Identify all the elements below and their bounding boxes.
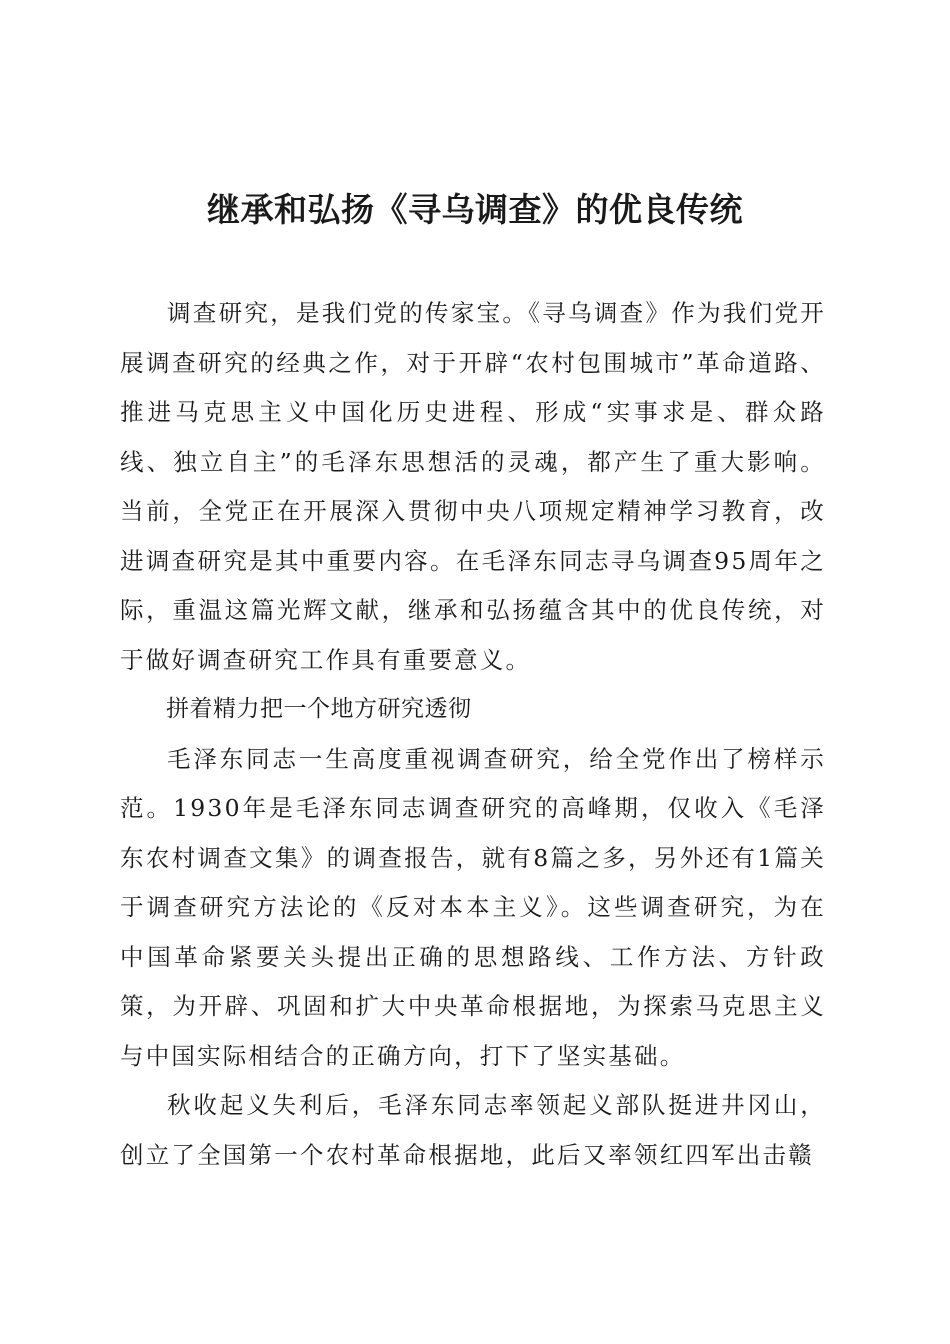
- section-paragraph-1: 毛泽东同志一生高度重视调查研究，给全党作出了榜样示范。1930年是毛泽东同志调查研究的高峰期，仅收入《毛泽东农村调查文集》的调查报告，就有8篇之多，另外还有1篇关于调查研究方法论的《反对本本主义》。这些调查研究，为在中国革命紧要关头提出正确的思想路线、工作方法、方针政策，为开辟、巩固和扩大中央革命根据地，为探索马克思主义与中国实际相结合的正确方向，打下了坚实基础。: [120, 744, 826, 1070]
- section-heading: 拼着精力把一个地方研究透彻: [166, 696, 472, 722]
- intro-paragraph: 调查研究，是我们党的传家宝。《寻乌调查》作为我们党开展调查研究的经典之作，对于开辟“农村包围城市”革命道路、推进马克思主义中国化历史进程、形成“实事求是、群众路线、独立自主”的毛泽东思想活的灵魂，都产生了重大影响。当前，全党正在开展深入贯彻中央八项规定精神学习教育，改进调查研究是其中重要内容。在毛泽东同志寻乌调查95周年之际，重温这篇光辉文献，继承和弘扬蕴含其中的优良传统，对于做好调查研究工作具有重要意义。: [120, 299, 826, 674]
- section-paragraph-2: 秋收起义失利后，毛泽东同志率领起义部队挺进井冈山，创立了全国第一个农村革命根据地，此后又率领红四军出击赣: [120, 1091, 826, 1169]
- document-title: 继承和弘扬《寻乌调查》的优良传统: [207, 190, 743, 229]
- document-body: [120, 289, 826, 1180]
